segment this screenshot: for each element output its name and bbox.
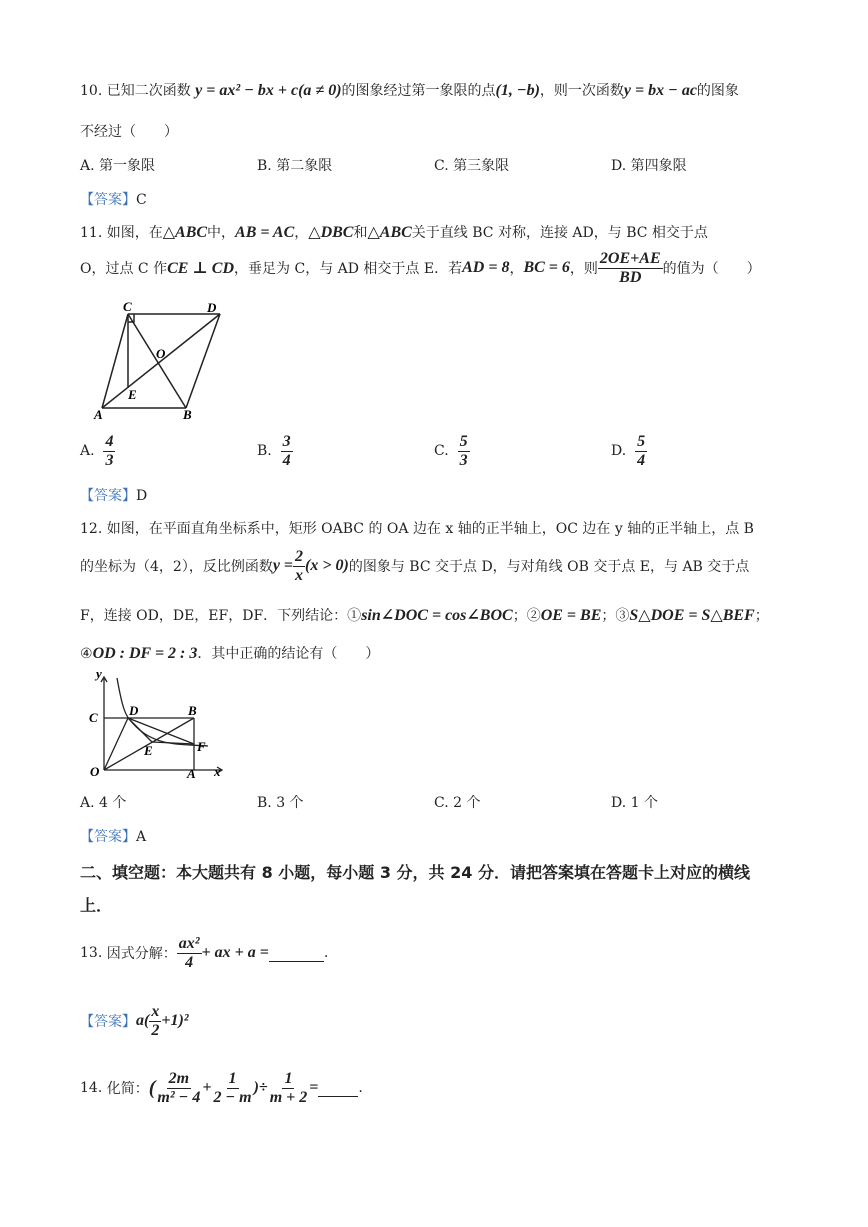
frac-num: 5 bbox=[637, 433, 646, 450]
q12-option-b: B. 3 个 bbox=[257, 795, 304, 811]
option-letter: C. bbox=[434, 443, 449, 460]
option-letter: A. bbox=[80, 443, 95, 460]
q11-ad: AD = 8 bbox=[462, 259, 510, 277]
q10-answer-value: C bbox=[136, 192, 147, 208]
q14-answer-blank[interactable] bbox=[318, 1080, 358, 1097]
q12-text: ； bbox=[754, 608, 769, 624]
section-heading-cont: 上． bbox=[80, 896, 113, 915]
q11-eq-ab-ac: AB = AC bbox=[235, 224, 295, 241]
q12-option-c: C. 2 个 bbox=[434, 795, 481, 811]
answer-tag: 【答案】 bbox=[80, 829, 136, 845]
q11-frac-num: 2OE+AE bbox=[599, 250, 661, 267]
frac-num: 1 bbox=[228, 1070, 237, 1087]
answer-tag: 【答案】 bbox=[80, 192, 136, 208]
q12-line1 bbox=[80, 518, 754, 538]
q11-frac-den: BD bbox=[619, 268, 642, 286]
q12-text: ；③ bbox=[601, 608, 630, 624]
q12-text: ；② bbox=[512, 608, 541, 624]
q11-number: 11. bbox=[80, 225, 103, 241]
q10-option-a: A. 第一象限 bbox=[80, 158, 156, 174]
q11-label-b: B bbox=[183, 407, 192, 422]
q11-line1 bbox=[80, 222, 708, 242]
q10-answer bbox=[80, 189, 147, 209]
q12-label-y: y bbox=[96, 672, 102, 681]
frac-num: 1 bbox=[284, 1070, 293, 1087]
q11-text: ，垂足为 C，与 AD 相交于点 E．若 bbox=[234, 261, 463, 278]
q11-perp: CE ⊥ CD bbox=[167, 260, 235, 278]
q11-text: 和 bbox=[353, 225, 368, 241]
q13-line bbox=[80, 935, 328, 971]
q13-text: 因式分解： bbox=[106, 946, 177, 963]
q11-text: 中， bbox=[207, 225, 236, 241]
q12-line3 bbox=[80, 605, 769, 625]
q11-option-b bbox=[257, 433, 293, 469]
q12-label-f: F bbox=[197, 739, 206, 754]
option-fraction bbox=[103, 433, 115, 469]
option-fraction bbox=[458, 433, 470, 469]
q10-line2: 不经过（ ） bbox=[80, 124, 178, 140]
q12-text: F，连接 OD，DE，EF，DF．下列结论：① bbox=[80, 608, 362, 624]
q13-expression: + ax + a = bbox=[201, 944, 269, 962]
q11-option-c bbox=[434, 433, 470, 469]
q10-linear-eq: y = bx − ac bbox=[623, 82, 697, 99]
q12-conclusion-2: OE = BE bbox=[540, 607, 602, 624]
q12-option-d: D. 1 个 bbox=[611, 795, 658, 811]
q13-fraction bbox=[177, 935, 202, 971]
frac-num: 4 bbox=[105, 433, 114, 450]
q10-point: (1, −b) bbox=[495, 82, 540, 99]
q12-label-b: B bbox=[188, 703, 197, 718]
q12-label-d: D bbox=[129, 703, 139, 718]
frac-den: 3 bbox=[105, 451, 114, 469]
q11-text: 关于直线 BC 对称，连接 AD，与 BC 相交于点 bbox=[411, 225, 708, 241]
q11-answer bbox=[80, 485, 147, 505]
answer-tag: 【答案】 bbox=[80, 488, 136, 504]
q10-number: 10. bbox=[80, 83, 103, 99]
q12-conclusion-3: S△DOE = S△BEF bbox=[629, 607, 755, 624]
frac-den: 2 bbox=[151, 1021, 160, 1039]
q11-option-d bbox=[611, 433, 647, 469]
q12-text: 的坐标为（4，2），反比例函数 bbox=[80, 559, 273, 576]
answer-tag: 【答案】 bbox=[80, 1014, 136, 1031]
option-letter: D. bbox=[611, 443, 627, 460]
q11-bc: BC = 6 bbox=[523, 259, 570, 277]
q14-number: 14. bbox=[80, 1080, 103, 1097]
q11-text: ，则 bbox=[569, 261, 598, 278]
q12-text: 的图象与 BC 交于点 D，与对角线 OB 交于点 E，与 AB 交于点 bbox=[348, 559, 750, 576]
q11-text: ， bbox=[509, 261, 524, 278]
q10-text-c: ，则一次函数 bbox=[539, 83, 624, 99]
frac-den: m + 2 bbox=[269, 1088, 308, 1106]
q11-label-a: A bbox=[94, 407, 103, 422]
frac-den: 4 bbox=[185, 953, 194, 971]
q11-text: ， bbox=[294, 225, 309, 241]
q14-divide: )÷ bbox=[253, 1079, 268, 1097]
option-fraction bbox=[635, 433, 647, 469]
q12-answer-value: A bbox=[136, 829, 147, 845]
q11-label-c: C bbox=[123, 300, 132, 314]
q12-label-a: A bbox=[187, 766, 196, 781]
frac-den: m² − 4 bbox=[157, 1088, 201, 1106]
q14-text: 化简： bbox=[106, 1081, 149, 1098]
frac-den: 4 bbox=[637, 451, 646, 469]
q12-func-lhs: y = bbox=[272, 557, 294, 575]
q12-line4 bbox=[80, 643, 379, 663]
q14-line bbox=[80, 1070, 363, 1106]
q11-text: O，过点 C 作 bbox=[80, 261, 168, 278]
q14-plus: + bbox=[202, 1079, 212, 1097]
q14-end: . bbox=[358, 1080, 363, 1097]
q10-quadratic-eq: y = ax² − bx + c(a ≠ 0) bbox=[195, 82, 342, 99]
q12-conclusion-4: OD : DF = 2 : 3 bbox=[92, 645, 198, 662]
q11-label-o: O bbox=[156, 346, 166, 361]
q14-fraction-1 bbox=[155, 1070, 202, 1106]
q11-figure bbox=[90, 300, 240, 425]
q11-fraction bbox=[598, 250, 663, 286]
q12-conclusion-1: sin∠DOC = cos∠BOC bbox=[361, 607, 513, 624]
frac-den: 4 bbox=[282, 451, 291, 469]
q12-text: ．其中正确的结论有（ ） bbox=[197, 646, 380, 662]
q12-label-x: x bbox=[214, 764, 221, 779]
option-letter: B. bbox=[257, 443, 272, 460]
q10-line1 bbox=[80, 80, 739, 100]
q13-ans-fraction bbox=[149, 1003, 161, 1039]
frac-num: ax² bbox=[178, 935, 200, 952]
q13-end: . bbox=[323, 945, 329, 962]
q12-answer bbox=[80, 826, 146, 846]
frac-num: 2m bbox=[168, 1070, 190, 1087]
frac-num: 3 bbox=[282, 433, 291, 450]
q12-text: ④ bbox=[80, 646, 93, 662]
q12-label-o: O bbox=[90, 764, 100, 779]
q12-label-e: E bbox=[144, 743, 153, 758]
q10-text-a: 已知二次函数 bbox=[106, 83, 191, 99]
q14-fraction-3 bbox=[268, 1070, 310, 1106]
q11-label-d: D bbox=[207, 300, 217, 315]
q12-figure bbox=[86, 672, 236, 784]
frac-num: 2 bbox=[295, 548, 304, 565]
q13-answer bbox=[80, 1003, 189, 1039]
q10-text-d: 的图象 bbox=[696, 83, 739, 99]
q14-fraction-2 bbox=[211, 1070, 253, 1106]
q14-equals: = bbox=[309, 1079, 319, 1097]
q11-answer-value: D bbox=[136, 488, 148, 504]
q13-number: 13. bbox=[80, 945, 103, 962]
frac-num: 5 bbox=[459, 433, 468, 450]
q10-option-d: D. 第四象限 bbox=[611, 158, 687, 174]
q11-line2 bbox=[80, 250, 761, 286]
q13-ans-part: +1)² bbox=[161, 1012, 189, 1030]
q12-func-cond: (x > 0) bbox=[305, 557, 349, 575]
option-fraction bbox=[281, 433, 293, 469]
q12-line2 bbox=[80, 548, 749, 584]
q11-triangle-dbc: △DBC bbox=[308, 224, 354, 241]
q10-text-b: 的图象经过第一象限的点 bbox=[341, 83, 496, 99]
frac-den: 2 − m bbox=[213, 1088, 252, 1106]
q12-label-c: C bbox=[89, 710, 98, 725]
q11-text: 如图，在 bbox=[106, 225, 163, 241]
q10-option-c: C. 第三象限 bbox=[434, 158, 510, 174]
q11-triangle-abc: △ABC bbox=[162, 224, 208, 241]
q10-option-b: B. 第二象限 bbox=[257, 158, 333, 174]
q12-text: 如图，在平面直角坐标系中，矩形 OABC 的 OA 边在 x 轴的正半轴上，OC 边在 y 轴的正半轴上，点 B bbox=[106, 521, 754, 537]
q12-number: 12. bbox=[80, 521, 103, 537]
q12-func-fraction bbox=[293, 548, 305, 584]
q11-option-a bbox=[80, 433, 115, 469]
q14-paren: ( bbox=[148, 1076, 156, 1099]
q12-option-a: A. 4 个 bbox=[80, 795, 127, 811]
q11-label-e: E bbox=[128, 387, 137, 402]
section-heading: 二、填空题：本大题共有 8 小题，每小题 3 分，共 24 分．请把答案填在答题卡上对应的横线 bbox=[80, 863, 750, 882]
q13-answer-blank[interactable] bbox=[269, 945, 324, 962]
frac-den: 3 bbox=[459, 451, 468, 469]
q11-triangle-abc-2: △ABC bbox=[367, 224, 412, 241]
frac-den: x bbox=[295, 566, 304, 584]
q13-ans-part: a( bbox=[136, 1012, 150, 1030]
frac-num: x bbox=[151, 1003, 160, 1020]
q11-text: 的值为（ ） bbox=[662, 261, 761, 278]
